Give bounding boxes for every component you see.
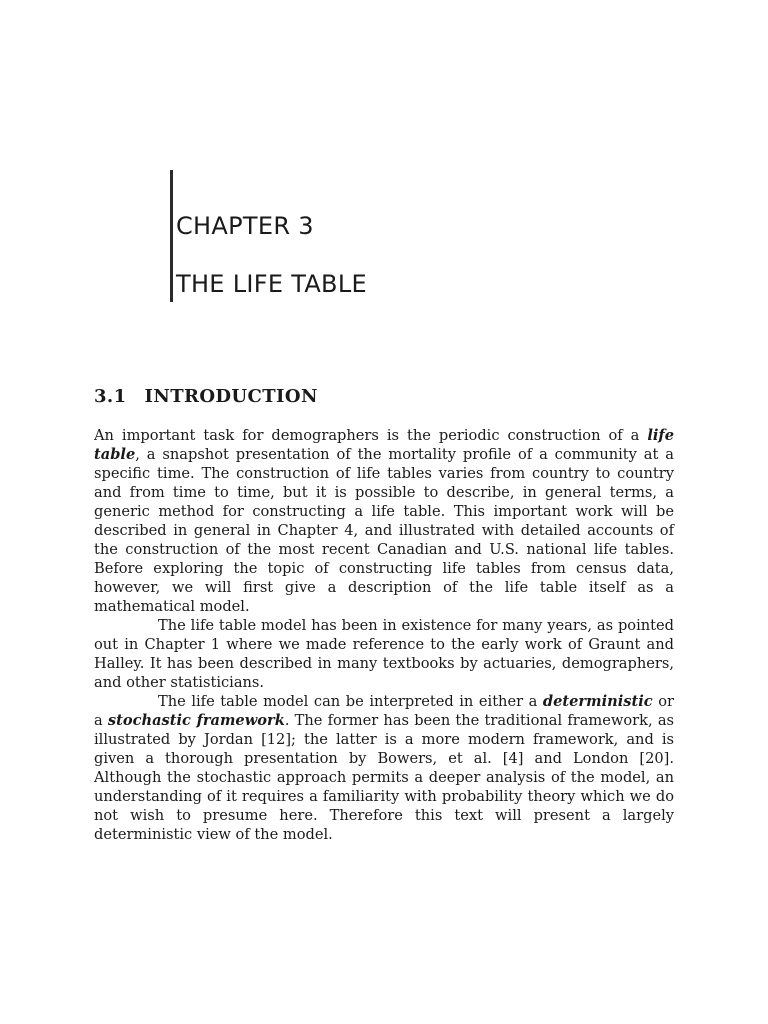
paragraph-3-text-b: or a xyxy=(94,693,674,729)
section-title: INTRODUCTION xyxy=(144,386,318,407)
paragraph-3-text-a: The life table model can be interpreted in either a xyxy=(158,693,543,710)
chapter-vertical-rule xyxy=(170,170,173,302)
paragraph-1-text-a: An important task for demographers is the periodic construction of a xyxy=(94,427,648,444)
section-heading xyxy=(94,385,318,409)
term-life-table: life table xyxy=(94,427,674,463)
paragraph-3 xyxy=(94,692,674,844)
chapter-heading-block xyxy=(170,170,590,302)
term-stochastic-framework: stochastic framework xyxy=(107,712,285,729)
paragraph-2: The life table model has been in existence for many years, as pointed out in Chapter 1 where we made reference to the early work of Graunt and Halley. It has been described in many textbooks by actuaries, demographers, and other statisticians. xyxy=(94,617,674,691)
paragraph-3-text-c: . The former has been the traditional framework, as illustrated by Jordan [12]; the latter is a more modern framework, and is given a thorough presentation by Bowers, et al. [4] and London [20]. Although the stochastic approach permits a deeper analysis of the model, an understanding of it requires a familiarity with probability theory which we do not wish to presume here. Therefore this text will present a largely deterministic view of the model. xyxy=(94,712,675,843)
chapter-title: THE LIFE TABLE xyxy=(176,270,367,298)
body-text xyxy=(94,426,674,844)
chapter-label: CHAPTER 3 xyxy=(176,212,314,240)
paragraph-1 xyxy=(94,426,674,616)
section-number: 3.1 xyxy=(94,386,127,407)
paragraph-1-text-b: , a snapshot presentation of the mortality profile of a community at a specific time. The construction of life tables varies from country to country and from time to time, but it is possible to describe, in general terms, a generic method for constructing a life table. This important work will be described in general in Chapter 4, and illustrated with detailed accounts of the construction of the most recent Canadian and U.S. national life tables. Before exploring the topic of constructing life tables from census data, however, we will first give a description of the life table itself as a mathematical model. xyxy=(94,446,674,615)
term-deterministic: deterministic xyxy=(542,693,653,710)
